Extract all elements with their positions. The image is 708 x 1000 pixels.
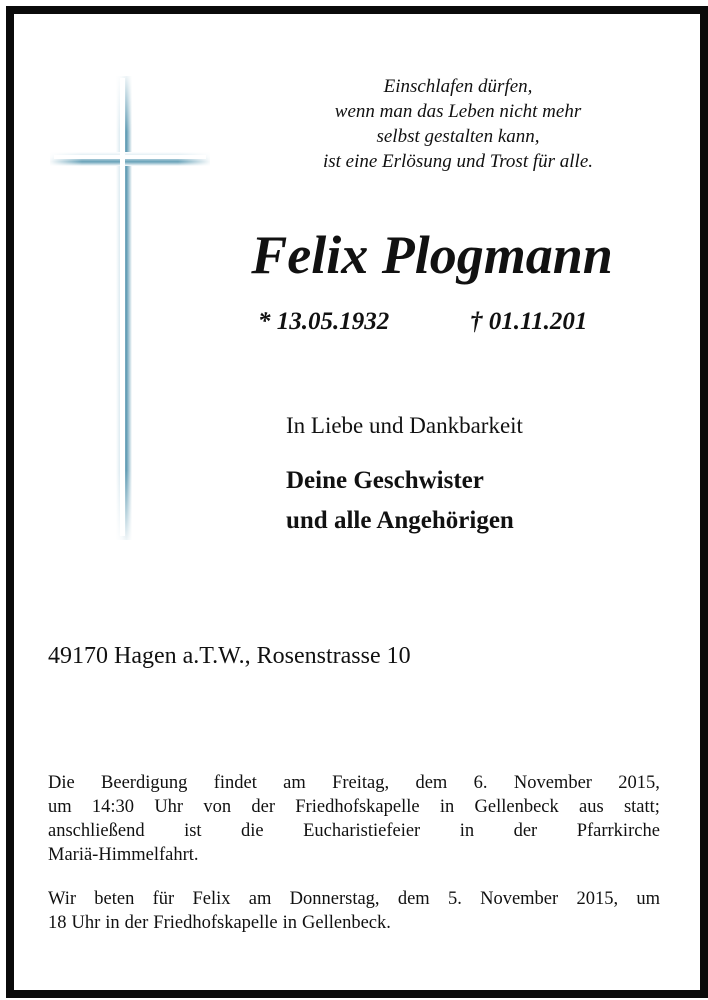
poem-line: wenn man das Leben nicht mehr xyxy=(334,101,582,122)
word: 5. xyxy=(447,889,462,909)
word: von xyxy=(203,797,232,817)
word: Eucharistiefeier xyxy=(303,821,421,841)
notice-line xyxy=(48,795,660,819)
mourners-line: und alle Angehörigen xyxy=(286,507,514,534)
word: der xyxy=(513,821,538,841)
birth-date: * 13.05.1932 xyxy=(258,308,390,335)
word: Uhr xyxy=(154,797,184,817)
word: in xyxy=(459,821,475,841)
death-date: † 01.11.201 xyxy=(470,308,588,335)
poem-line: Einschlafen dürfen, xyxy=(383,76,533,97)
word: der xyxy=(124,913,149,933)
word: um xyxy=(636,889,660,909)
word: anschließend xyxy=(48,821,145,841)
word: der xyxy=(251,797,275,817)
word: aus xyxy=(579,797,604,817)
poem-line: selbst gestalten kann, xyxy=(376,126,540,147)
word: Friedhofskapelle xyxy=(295,797,420,817)
mourners-line: Deine Geschwister xyxy=(286,467,484,494)
word: November xyxy=(480,889,559,909)
word: ist xyxy=(184,821,202,841)
word: Donnerstag, xyxy=(289,889,380,909)
word: Wir xyxy=(48,889,77,909)
word: 2015, xyxy=(618,773,660,793)
word: Uhr xyxy=(71,913,101,933)
notice-line xyxy=(48,819,660,843)
word: am xyxy=(248,889,272,909)
notice-line xyxy=(48,843,660,867)
word: dem xyxy=(415,773,448,793)
word: dem xyxy=(397,889,430,909)
word: findet xyxy=(213,773,257,793)
word: 6. xyxy=(473,773,488,793)
word: Gellenbeck xyxy=(474,797,559,817)
word: für xyxy=(152,889,175,909)
notice-line xyxy=(48,911,660,935)
word: 14:30 xyxy=(91,797,135,817)
word: November xyxy=(513,773,592,793)
word: die xyxy=(241,821,264,841)
word: statt; xyxy=(623,797,660,817)
word: 2015, xyxy=(576,889,619,909)
word: Pfarrkirche xyxy=(576,821,660,841)
word: Mariä-Himmelfahrt. xyxy=(48,845,199,865)
notice-line xyxy=(48,887,660,911)
deceased-name: Felix Plogmann xyxy=(251,225,613,285)
funeral-notice xyxy=(48,771,660,867)
word: in xyxy=(282,913,298,933)
word: in xyxy=(439,797,455,817)
word: 18 xyxy=(48,913,67,933)
address: 49170 Hagen a.T.W., Rosenstrasse 10 xyxy=(48,643,411,669)
word: Felix xyxy=(192,889,231,909)
word: Friedhofskapelle xyxy=(153,913,278,933)
word: in xyxy=(105,913,120,933)
word: beten xyxy=(94,889,135,909)
mourners xyxy=(286,461,514,541)
word: Freitag, xyxy=(332,773,390,793)
word: um xyxy=(48,797,72,817)
dedication: In Liebe und Dankbarkeit xyxy=(286,413,523,438)
latin-cross-icon xyxy=(50,76,210,540)
word: Beerdigung xyxy=(101,773,188,793)
notice-line xyxy=(48,771,660,795)
poem xyxy=(258,74,658,174)
word: Gellenbeck. xyxy=(302,913,391,933)
mass-notice xyxy=(48,887,660,935)
poem-line: ist eine Erlösung und Trost für alle. xyxy=(322,151,594,172)
word: am xyxy=(283,773,306,793)
word: Die xyxy=(48,773,75,793)
